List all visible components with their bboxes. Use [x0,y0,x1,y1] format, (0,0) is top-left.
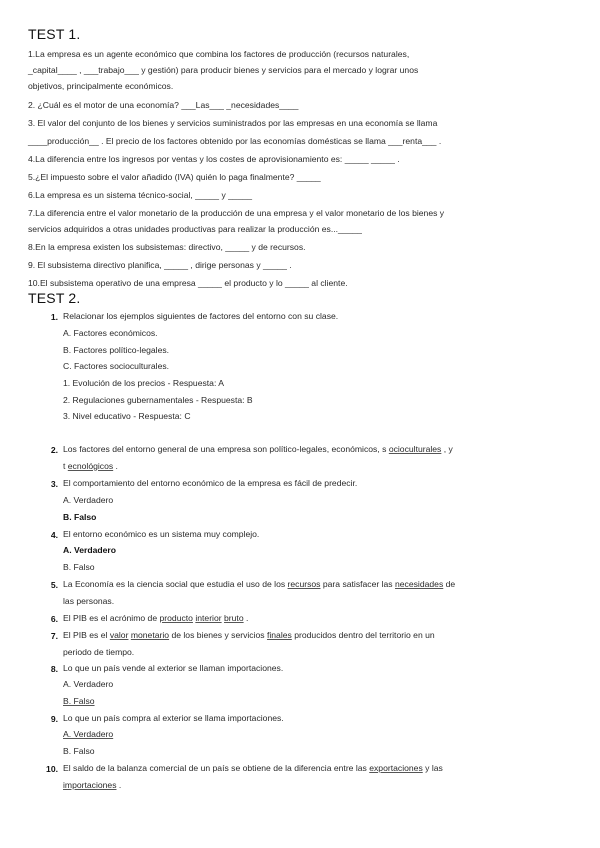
text-segment: El saldo de la balanza comercial de un país se obtiene de la diferencia entre las [63,763,370,773]
question-text [63,576,583,609]
question-text: Lo que un país vende al exterior se llaman importaciones. [63,663,284,673]
text-segment: El PIB es el [63,630,110,640]
test1-line: 9. El subsistema directivo planifica, _____ , dirige personas y _____ . [28,260,292,270]
test1-body [28,46,576,291]
text-segment: periodo de tiempo. [63,646,135,657]
test1-line: 2. ¿Cuál es el motor de una economía? ___Las___ _necesidades____ [28,100,299,110]
option-text: B. Falso [63,562,95,572]
question-number: 7. [50,631,58,641]
test1-line: _capital____ , ___trabajo___ y gestión) para producir bienes y servicios para el mercado y lograr unos [28,65,419,75]
test1-line: 5.¿El impuesto sobre el valor añadido (IVA) quién lo paga finalmente? _____ [28,172,321,182]
test1-line: 4.La diferencia entre los ingresos por ventas y los costes de aprovisionamiento es: _____ _____ . [28,154,400,164]
option-text: A. Factores económicos. [63,328,158,338]
test1-line: 3. El valor del conjunto de los bienes y servicios suministrados por las empresas en una economía se llama [28,118,438,128]
test1-line: 10.El subsistema operativo de una empresa _____ el producto y lo _____ al cliente. [28,278,348,288]
question-number: 1. [50,312,58,322]
option-text: A. Verdadero [63,495,114,505]
test1-line: 6.La empresa es un sistema técnico-social, _____ y _____ [28,190,253,200]
answer-fill: monetario [130,630,170,640]
text-segment: El PIB es el acrónimo de [63,613,160,623]
question-number: 3. [50,479,58,489]
test1-line: 8.En la empresa existen los subsistemas: directivo, _____ y de recursos. [28,242,306,252]
test1-line: 7.La diferencia entre el valor monetario de la producción de una empresa y el valor monetario de los bienes y [28,208,445,218]
question-text: Relacionar los ejemplos siguientes de factores del entorno con su clase. [63,311,339,321]
text-segment: para satisfacer las [320,579,395,589]
question-text [63,441,583,474]
question-text [63,627,583,660]
text-segment: Los factores del entorno general de una empresa son político-legales, económicos, s [63,444,389,454]
option-text: C. Factores socioculturales. [63,361,170,371]
text-segment: las personas. [63,595,115,606]
option-text: B. Falso [63,746,95,756]
answer-fill: valor [109,630,129,640]
text-segment: y las [422,763,443,773]
question-text: El entorno económico es un sistema muy complejo. [63,529,260,539]
test1-line: ____producción__ . El precio de los factores obtenido por las economías domésticas se llama ___renta___ . [28,136,442,146]
text-segment: La Economía es la ciencia social que estudia el uso de los [63,579,288,589]
question-number: 4. [50,530,58,540]
text-segment: . [116,779,122,790]
text-segment: . [243,613,249,623]
option-text-selected: B. Falso [63,512,97,522]
question-text [63,610,583,627]
question-number: 8. [50,664,58,674]
question-number: 5. [50,580,58,590]
answer-fill: necesidades [395,579,444,589]
question-number: 6. [50,614,58,624]
text-segment: , y [441,444,453,454]
text-segment: de [443,579,456,589]
option-text: 3. Nivel educativo - Respuesta: C [63,411,191,421]
test1-line: objetivos, principalmente económicos. [28,81,174,91]
question-number: 2. [50,445,58,455]
question-text: El comportamiento del entorno económico de la empresa es fácil de predecir. [63,478,358,488]
text-segment: de los bienes y servicios [169,630,267,640]
option-text-selected: B. Falso [63,696,95,706]
question-number: 10. [46,764,58,774]
option-text: 1. Evolución de los precios - Respuesta: A [63,378,224,388]
option-text-selected: A. Verdadero [63,545,117,555]
test1-title: TEST 1. [28,26,81,42]
answer-fill: recursos [287,579,321,589]
question-text [63,760,583,793]
text-segment: t [63,460,68,471]
answer-fill: ecnológicos [67,460,114,471]
option-text-selected: A. Verdadero [63,729,114,739]
option-text: 2. Regulaciones gubernamentales - Respuesta: B [63,395,253,405]
answer-fill: importaciones [63,779,117,790]
answer-fill: exportaciones [369,763,423,773]
text-segment: . [113,460,118,471]
test1-line: servicios adquiridos a otras unidades productivas para realizar la producción es..._____ [28,224,362,234]
answer-fill: ocioculturales [388,444,442,454]
test2-title: TEST 2. [28,290,81,306]
option-text: B. Factores político-legales. [63,345,170,355]
answer-fill: producto [159,613,193,623]
question-number: 9. [50,714,58,724]
answer-fill: finales [266,630,292,640]
question-text: Lo que un país compra al exterior se llama importaciones. [63,713,284,723]
answer-fill: bruto [224,613,244,623]
test1-line: 1.La empresa es un agente económico que combina los factores de producción (recursos naturales, [28,49,410,59]
option-text: A. Verdadero [63,679,114,689]
answer-fill: interior [195,613,222,623]
text-segment: producidos dentro del territorio en un [291,630,435,640]
